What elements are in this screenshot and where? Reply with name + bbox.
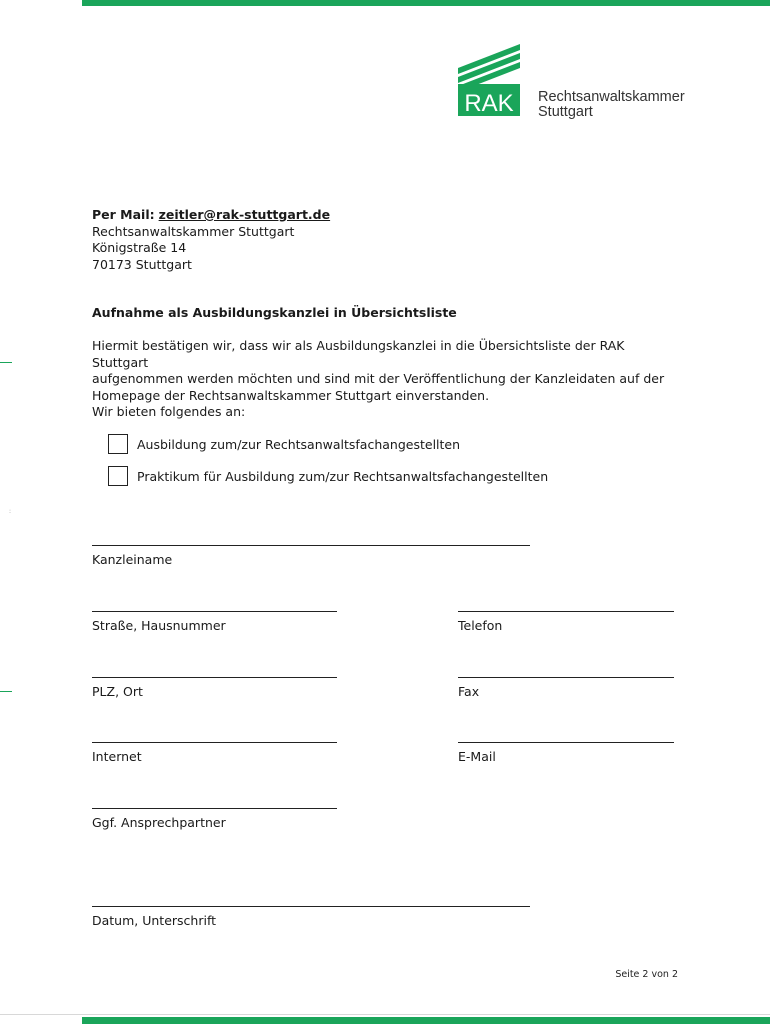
option-ausbildung-label: Ausbildung zum/zur Rechtsanwaltsfachangestellten	[137, 436, 461, 452]
checkbox-praktikum[interactable]	[108, 466, 128, 486]
plz-ort-line[interactable]	[92, 677, 337, 678]
fax-field[interactable]	[458, 677, 674, 699]
strasse-label: Straße, Hausnummer	[92, 618, 226, 633]
rak-logo	[456, 42, 522, 121]
signature-field[interactable]	[92, 906, 530, 928]
internet-field[interactable]	[92, 742, 337, 764]
kanzleiname-label: Kanzleiname	[92, 552, 173, 567]
page-number: Seite 2 von 2	[615, 969, 678, 980]
signature-label: Datum, Unterschrift	[92, 913, 217, 928]
logo-name-line2: Stuttgart	[538, 104, 593, 120]
plz-ort-field[interactable]	[92, 677, 337, 699]
confirmation-paragraph	[92, 338, 682, 404]
strasse-field[interactable]	[92, 611, 337, 633]
mail-line	[92, 207, 330, 224]
email-line[interactable]	[458, 742, 674, 743]
strasse-line[interactable]	[92, 611, 337, 612]
address-line3: 70173 Stuttgart	[92, 256, 192, 272]
form-heading: Aufnahme als Ausbildungskanzlei in Übersichtsliste	[92, 305, 457, 320]
ansprechpartner-label: Ggf. Ansprechpartner	[92, 815, 226, 830]
signature-line[interactable]	[92, 906, 530, 907]
option-ausbildung[interactable]	[108, 434, 460, 454]
fax-label: Fax	[458, 684, 480, 699]
logo-wordmark	[538, 90, 685, 120]
paragraph-line1: Hiermit bestätigen wir, dass wir als Ausbildungskanzlei in die Übersichtsliste der RAK Stuttgart	[92, 338, 625, 370]
plz-ort-label: PLZ, Ort	[92, 684, 143, 699]
paragraph-line3: Homepage der Rechtsanwaltskammer Stuttgart einverstanden.	[92, 387, 490, 403]
offer-intro: Wir bieten folgendes an:	[92, 404, 246, 419]
mail-link[interactable]: zeitler@rak-stuttgart.de	[158, 207, 331, 222]
fold-mark-top	[0, 362, 12, 363]
telefon-field[interactable]	[458, 611, 674, 633]
option-praktikum[interactable]	[108, 466, 548, 486]
kanzleiname-field[interactable]	[92, 545, 530, 567]
telefon-label: Telefon	[458, 618, 503, 633]
paragraph-line2: aufgenommen werden möchten und sind mit der Veröffentlichung der Kanzleidaten auf der	[92, 371, 665, 386]
internet-line[interactable]	[92, 742, 337, 743]
ansprechpartner-line[interactable]	[92, 808, 337, 809]
option-praktikum-label: Praktikum für Ausbildung zum/zur Rechtsanwaltsfachangestellten	[137, 468, 549, 484]
rak-logo-icon	[456, 42, 522, 118]
logo-name-line1: Rechtsanwaltskammer	[538, 89, 685, 105]
address-line2: Königstraße 14	[92, 240, 187, 255]
email-label: E-Mail	[458, 749, 496, 764]
fax-line[interactable]	[458, 677, 674, 678]
rak-logo-abbr: RAK	[464, 90, 514, 117]
top-brand-bar	[82, 0, 770, 6]
email-field[interactable]	[458, 742, 674, 764]
bottom-divider	[0, 1014, 770, 1015]
checkbox-ausbildung[interactable]	[108, 434, 128, 454]
ansprechpartner-field[interactable]	[92, 808, 337, 830]
internet-label: Internet	[92, 749, 142, 764]
fold-mark-bottom	[0, 691, 12, 692]
telefon-line[interactable]	[458, 611, 674, 612]
hole-punch-mark: :	[9, 508, 12, 515]
recipient-address	[92, 207, 330, 273]
bottom-brand-bar	[82, 1017, 770, 1024]
address-line1: Rechtsanwaltskammer Stuttgart	[92, 223, 295, 239]
mail-label: Per Mail:	[92, 207, 155, 222]
kanzleiname-line[interactable]	[92, 545, 530, 546]
